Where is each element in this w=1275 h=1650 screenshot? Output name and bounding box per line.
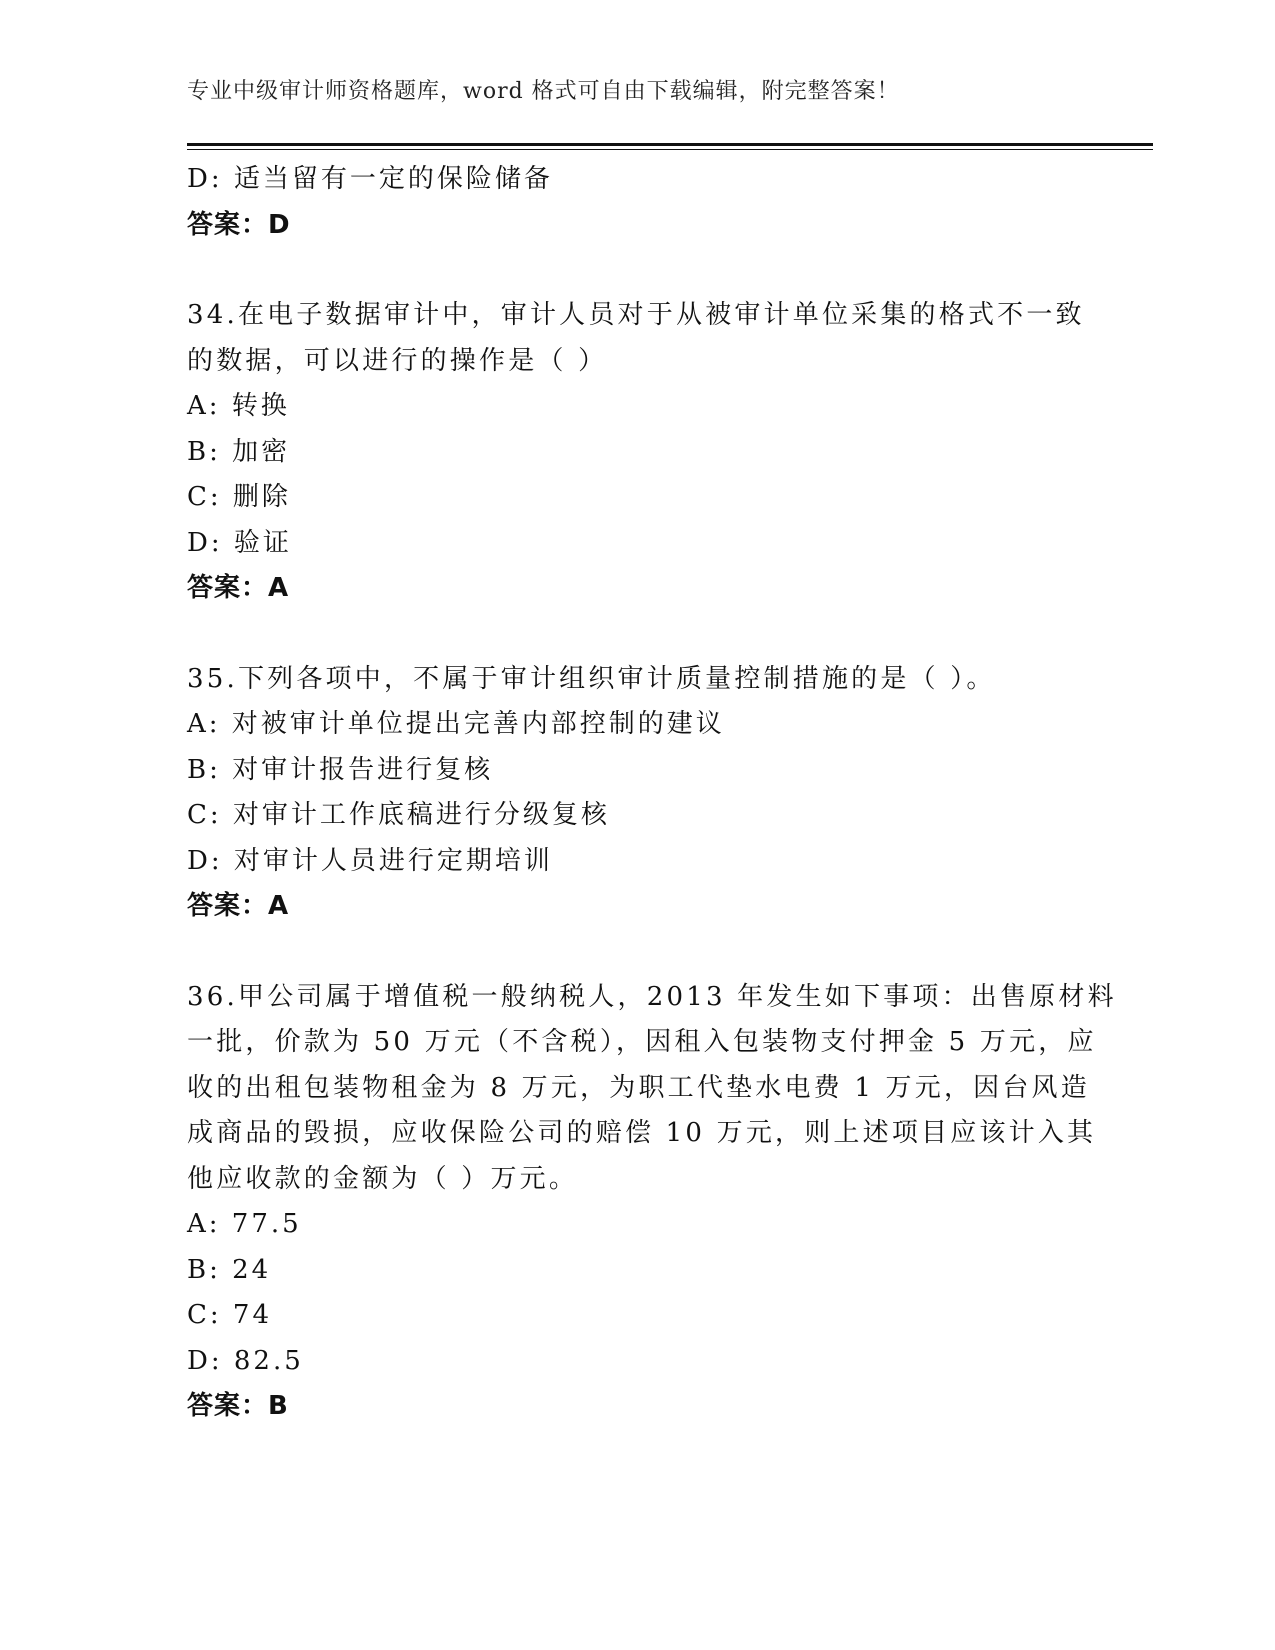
option-a: A: 77.5 [187,1209,302,1239]
option-b: B: 对审计报告进行复核 [187,754,494,785]
option-c: C: 对审计工作底稿进行分级复核 [187,800,610,830]
header-rule [187,143,1153,150]
option-d: D: 适当留有一定的保险储备 [187,164,553,194]
question-stem [187,293,1087,384]
spacer [187,612,1087,657]
question-33-tail [187,157,1087,248]
option-b: B: 24 [187,1254,272,1285]
answer: 答案：D [187,209,291,240]
option-d: D: 82.5 [187,1345,304,1376]
document-body [187,157,1117,1430]
option-c: C: 74 [187,1300,273,1330]
answer: 答案：B [187,1391,289,1421]
stem-line: 一批，价款为 50 万元（不含税），因租入包装物支付押金 5 万元，应 [187,1027,1097,1057]
document-header: 专业中级审计师资格题库，word 格式可自由下载编辑，附完整答案！ [187,79,900,104]
stem-line: 34.在电子数据审计中，审计人员对于从被审计单位采集的格式不一致 [187,300,1085,330]
stem-line: 成商品的毁损，应收保险公司的赔偿 10 万元，则上述项目应该计入其 [187,1118,1097,1148]
answer: 答案：A [187,573,290,603]
question-34 [187,293,1087,612]
question-stem [187,657,1087,703]
spacer [187,930,1087,975]
option-a: A: 转换 [187,391,290,421]
stem-line: 的数据，可以进行的操作是（ ） [187,345,608,376]
question-36 [187,975,1117,1430]
option-a: A: 对被审计单位提出完善内部控制的建议 [187,709,725,739]
question-35 [187,657,1087,930]
stem-line: 收的出租包装物租金为 8 万元，为职工代垫水电费 1 万元，因台风造 [187,1072,1090,1103]
option-b: B: 加密 [187,436,291,467]
option-d: D: 对审计人员进行定期培训 [187,845,553,876]
stem-line: 35.下列各项中，不属于审计组织审计质量控制措施的是（ ）。 [187,663,996,694]
stem-line: 他应收款的金额为（ ）万元。 [187,1163,579,1194]
spacer [187,248,1087,293]
option-d: D: 验证 [187,527,292,558]
answer: 答案：A [187,891,290,921]
question-stem [187,975,1117,1203]
option-c: C: 删除 [187,482,291,512]
stem-line: 36.甲公司属于增值税一般纳税人，2013 年发生如下事项：出售原材料 [187,981,1117,1012]
